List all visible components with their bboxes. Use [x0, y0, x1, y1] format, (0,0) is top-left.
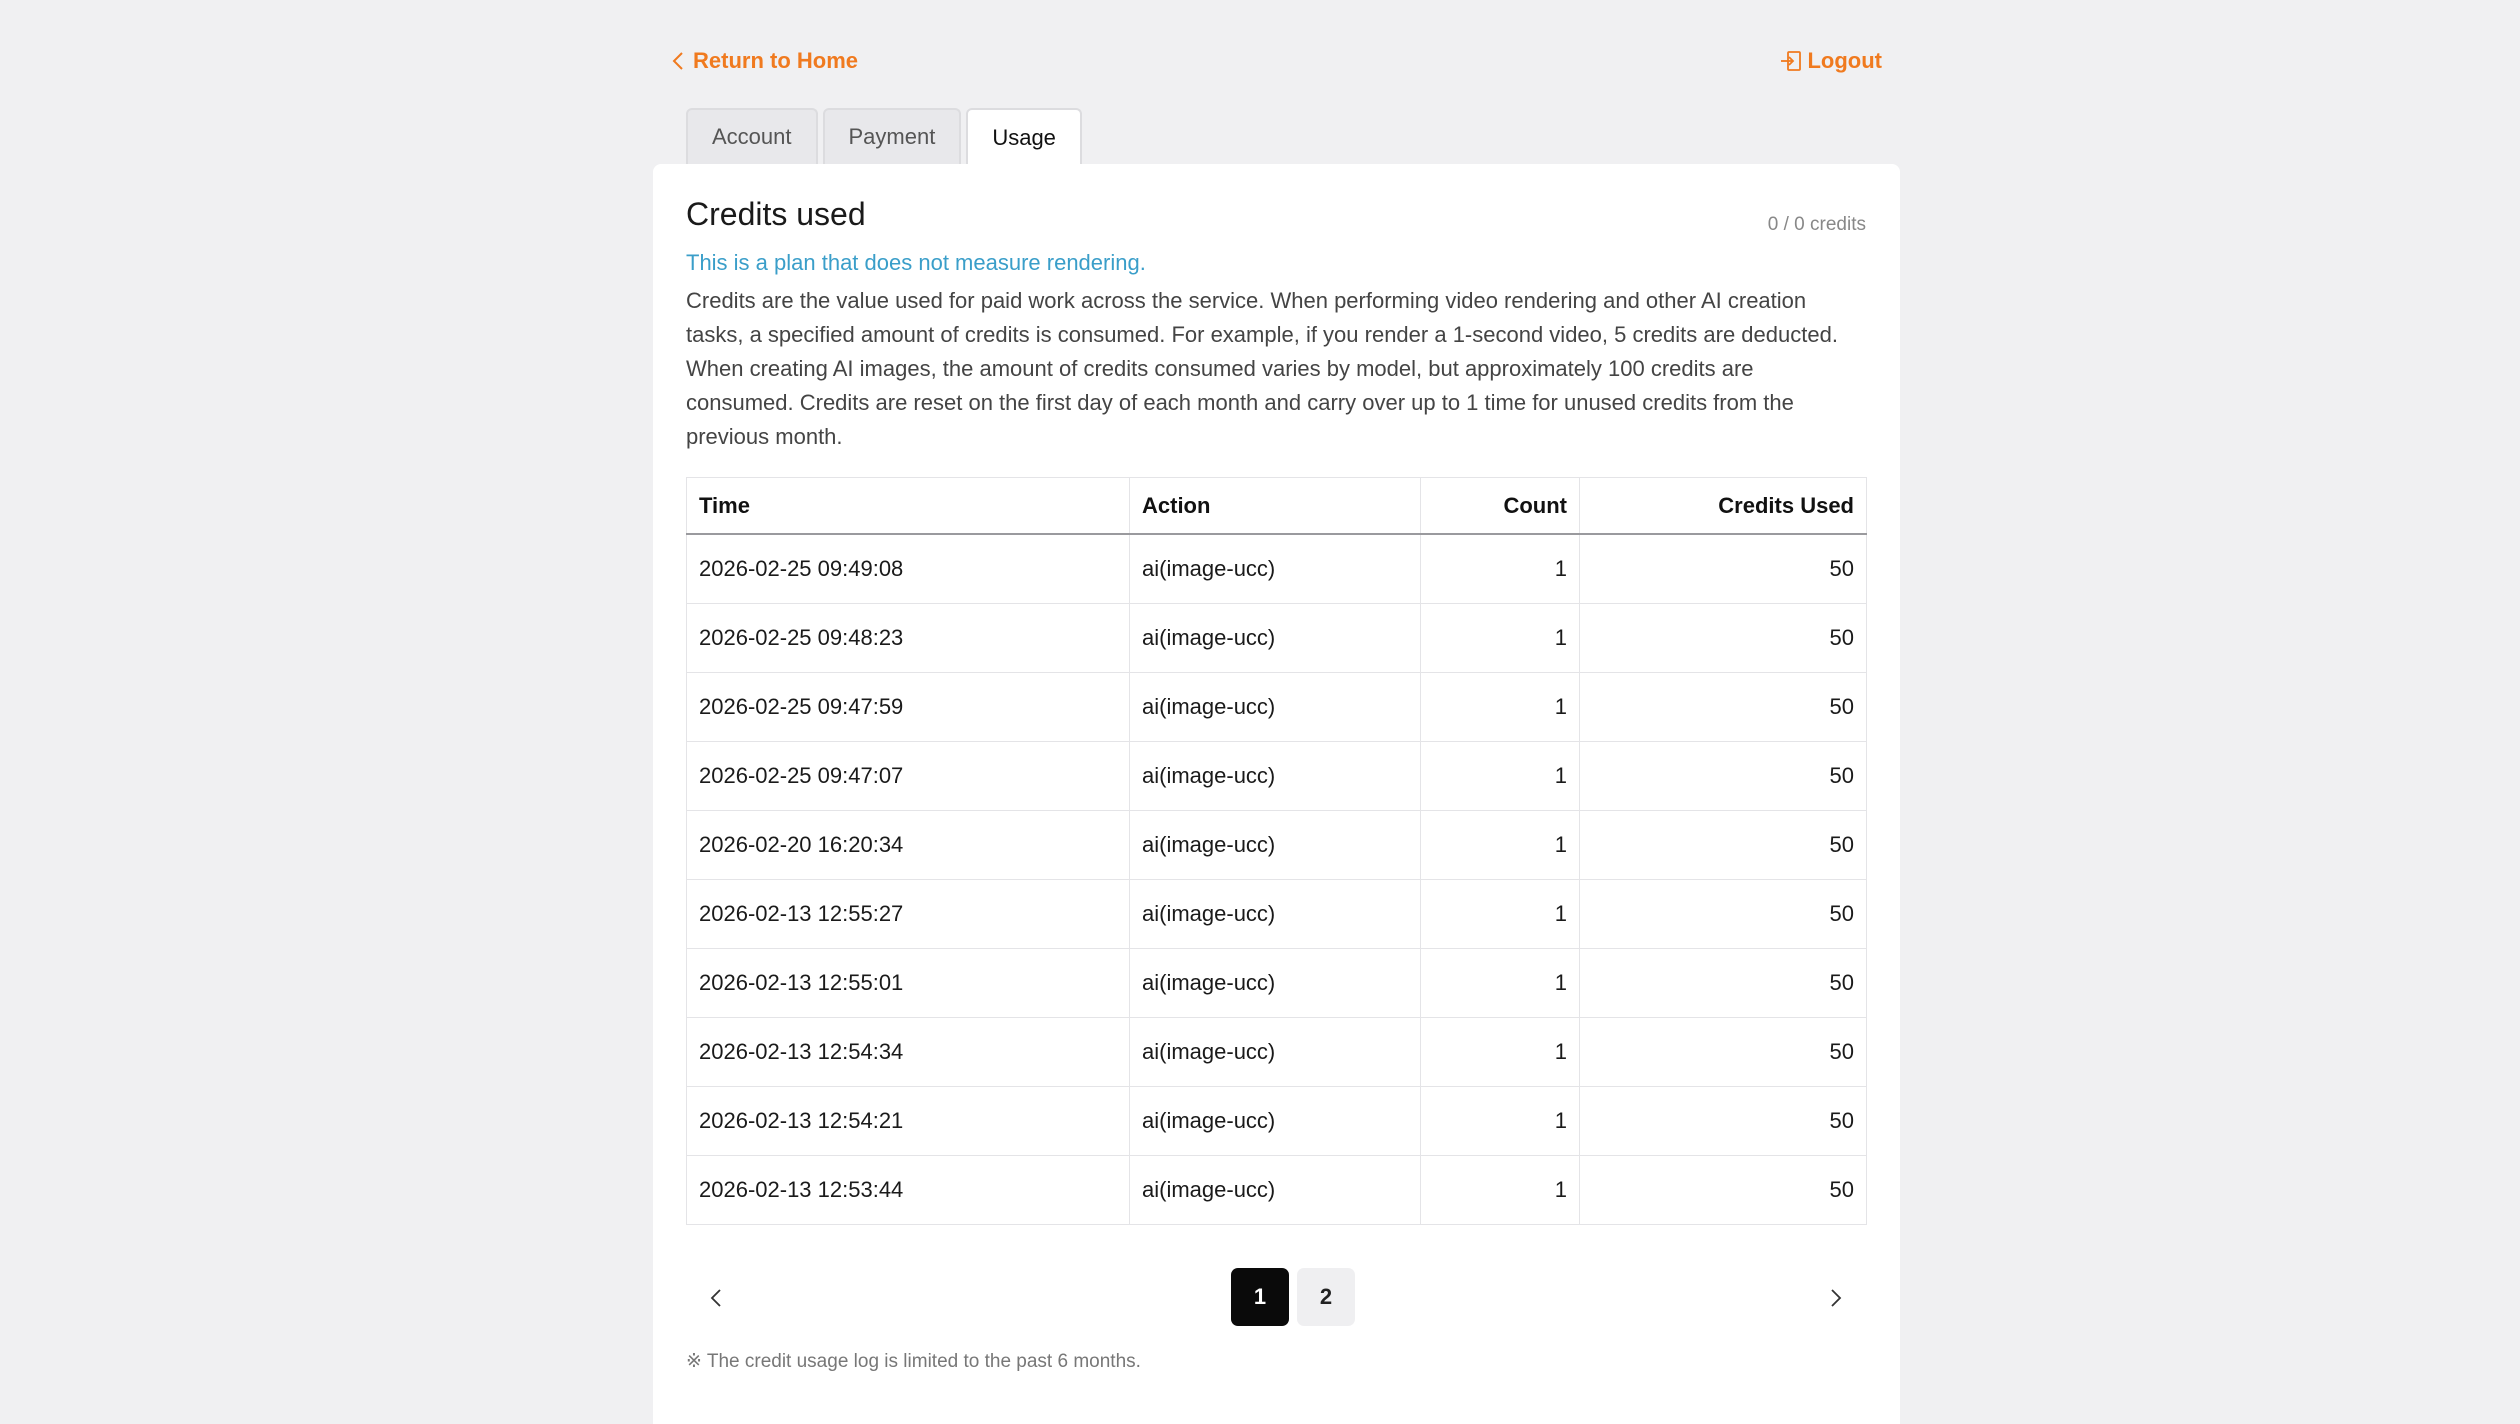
cell-time: 2026-02-13 12:53:44 — [687, 1156, 1130, 1225]
chevron-left-icon — [709, 1286, 723, 1310]
cell-action: ai(image-ucc) — [1130, 811, 1421, 880]
return-home-link[interactable] — [671, 44, 858, 78]
cell-action: ai(image-ucc) — [1130, 1087, 1421, 1156]
cell-action: ai(image-ucc) — [1130, 673, 1421, 742]
settings-tabs — [686, 108, 1087, 166]
page-button-1[interactable]: 1 — [1231, 1268, 1289, 1326]
cell-action: ai(image-ucc) — [1130, 604, 1421, 673]
cell-action: ai(image-ucc) — [1130, 742, 1421, 811]
top-bar — [653, 44, 1900, 78]
cell-credits: 50 — [1580, 1087, 1867, 1156]
table-row — [687, 880, 1867, 949]
cell-credits: 50 — [1580, 673, 1867, 742]
column-header-time: Time — [687, 478, 1130, 535]
usage-table — [686, 477, 1867, 1225]
cell-credits: 50 — [1580, 604, 1867, 673]
cell-action: ai(image-ucc) — [1130, 534, 1421, 604]
table-row — [687, 534, 1867, 604]
cell-count: 1 — [1421, 1087, 1580, 1156]
tab-usage[interactable]: Usage — [966, 108, 1082, 166]
credits-description: Credits are the value used for paid work across the service. When performing video rendering and other AI creation tasks, a specified amount of credits is consumed. For example, if you render a 1-second video, 5 credits are deducted. When creating AI images, the amount of credits consumed varies by model, but approximately 100 credits are consumed. Credits are reset on the first day of each month and carry over up to 1 time for unused credits from the previous month. — [686, 288, 1838, 449]
settings-page — [653, 0, 1900, 1398]
previous-page-button[interactable] — [698, 1280, 734, 1316]
cell-count: 1 — [1421, 880, 1580, 949]
cell-action: ai(image-ucc) — [1130, 949, 1421, 1018]
table-row — [687, 673, 1867, 742]
pagination — [686, 1268, 1866, 1328]
cell-credits: 50 — [1580, 1018, 1867, 1087]
logout-link[interactable] — [1779, 44, 1882, 78]
column-header-credits: Credits Used — [1580, 478, 1867, 535]
next-page-button[interactable] — [1818, 1280, 1854, 1316]
usage-panel — [653, 164, 1900, 1424]
cell-time: 2026-02-20 16:20:34 — [687, 811, 1130, 880]
cell-action: ai(image-ucc) — [1130, 1018, 1421, 1087]
page-button-2[interactable]: 2 — [1297, 1268, 1355, 1326]
tab-account[interactable]: Account — [686, 108, 818, 164]
cell-time: 2026-02-25 09:47:59 — [687, 673, 1130, 742]
cell-credits: 50 — [1580, 742, 1867, 811]
cell-time: 2026-02-13 12:55:27 — [687, 880, 1130, 949]
cell-count: 1 — [1421, 604, 1580, 673]
column-header-action: Action — [1130, 478, 1421, 535]
page-title: Credits used — [686, 196, 866, 232]
cell-credits: 50 — [1580, 811, 1867, 880]
chevron-right-icon — [1829, 1286, 1843, 1310]
logout-icon — [1779, 49, 1803, 73]
credits-count: 0 / 0 credits — [1767, 214, 1866, 235]
table-row — [687, 1156, 1867, 1225]
table-row — [687, 604, 1867, 673]
table-row — [687, 1018, 1867, 1087]
chevron-left-icon — [671, 50, 685, 72]
column-header-count: Count — [1421, 478, 1580, 535]
logout-label: Logout — [1807, 48, 1882, 73]
cell-action: ai(image-ucc) — [1130, 880, 1421, 949]
usage-log-footnote: ※ The credit usage log is limited to the past 6 months. — [686, 1351, 1141, 1372]
cell-credits: 50 — [1580, 534, 1867, 604]
cell-count: 1 — [1421, 949, 1580, 1018]
return-home-label: Return to Home — [693, 48, 858, 73]
table-row — [687, 1087, 1867, 1156]
plan-note: This is a plan that does not measure rendering. — [686, 250, 1146, 275]
tab-payment[interactable]: Payment — [823, 108, 962, 164]
cell-count: 1 — [1421, 1018, 1580, 1087]
cell-credits: 50 — [1580, 880, 1867, 949]
cell-time: 2026-02-13 12:54:21 — [687, 1087, 1130, 1156]
cell-time: 2026-02-25 09:49:08 — [687, 534, 1130, 604]
table-row — [687, 742, 1867, 811]
cell-credits: 50 — [1580, 1156, 1867, 1225]
cell-time: 2026-02-13 12:54:34 — [687, 1018, 1130, 1087]
cell-count: 1 — [1421, 742, 1580, 811]
page-numbers — [1231, 1268, 1363, 1326]
table-header-row — [687, 478, 1867, 535]
cell-credits: 50 — [1580, 949, 1867, 1018]
cell-count: 1 — [1421, 673, 1580, 742]
cell-action: ai(image-ucc) — [1130, 1156, 1421, 1225]
cell-time: 2026-02-25 09:48:23 — [687, 604, 1130, 673]
cell-time: 2026-02-13 12:55:01 — [687, 949, 1130, 1018]
cell-count: 1 — [1421, 811, 1580, 880]
cell-count: 1 — [1421, 534, 1580, 604]
table-row — [687, 811, 1867, 880]
cell-count: 1 — [1421, 1156, 1580, 1225]
cell-time: 2026-02-25 09:47:07 — [687, 742, 1130, 811]
table-row — [687, 949, 1867, 1018]
